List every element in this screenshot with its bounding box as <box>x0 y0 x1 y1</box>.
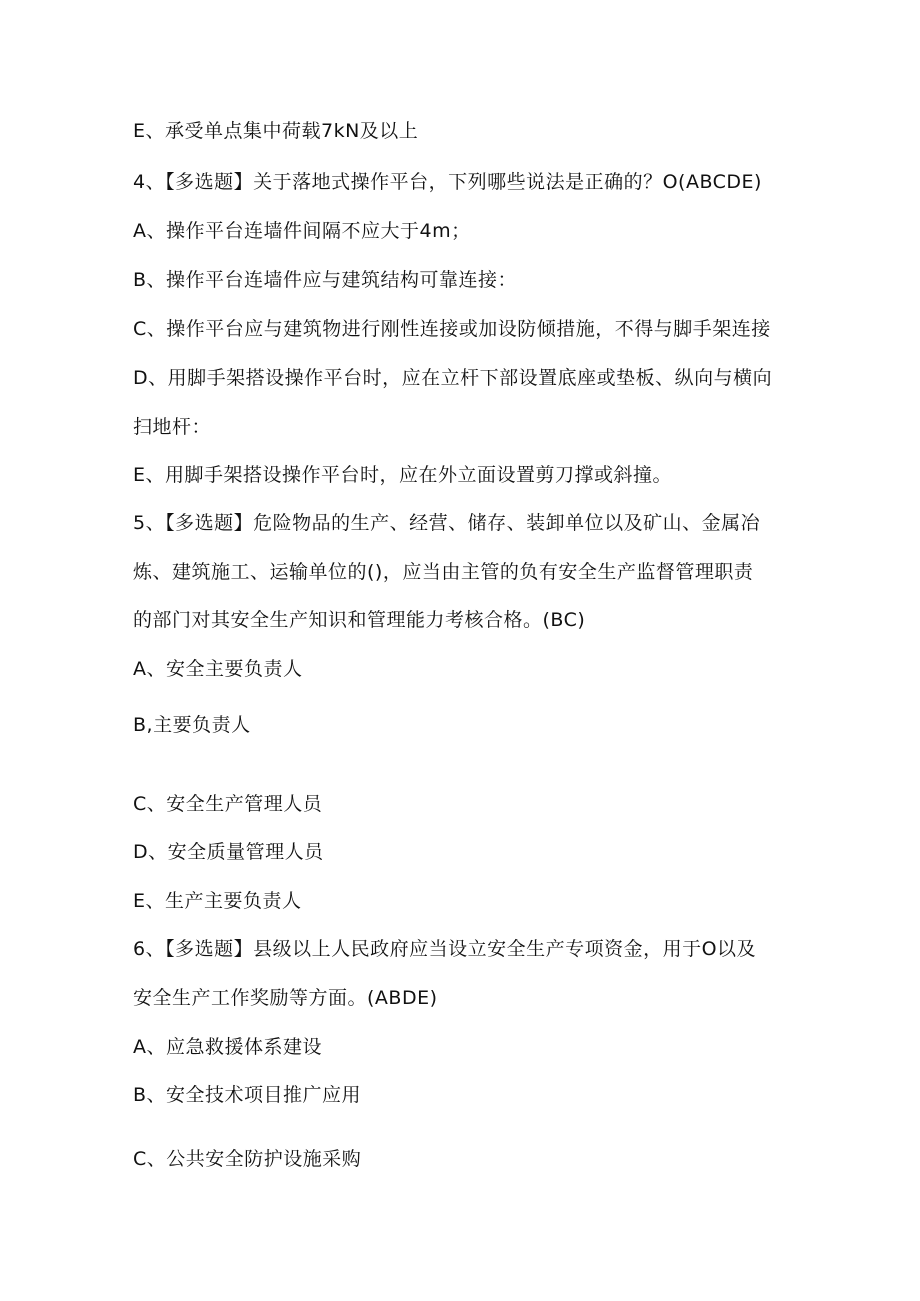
q4-option-a: A、操作平台连墙件间隔不应大于4m； <box>133 220 471 242</box>
q4-question: 4、【多选题】关于落地式操作平台，下列哪些说法是正确的？O(ABCDE) <box>133 171 762 193</box>
q5-question-line-3: 的部门对其安全生产知识和管理能力考核合格。(BC) <box>133 609 586 631</box>
q6-option-a: A、应急救援体系建设 <box>133 1036 322 1058</box>
q6-question-line-1: 6、【多选题】县级以上人民政府应当设立安全生产专项资金，用于O以及 <box>133 938 757 960</box>
q5-question-line-1: 5、【多选题】危险物品的生产、经营、储存、装卸单位以及矿山、金属冶 <box>133 512 761 534</box>
q6-option-c: C、公共安全防护设施采购 <box>133 1148 362 1170</box>
q5-question-line-2: 炼、建筑施工、运输单位的()，应当由主管的负有安全生产监督管理职责 <box>133 561 754 583</box>
q5-option-b: B,主要负责人 <box>133 714 251 736</box>
q4-option-d-continued: 扫地杆： <box>133 416 212 438</box>
q5-option-e: E、生产主要负责人 <box>133 890 302 912</box>
q4-option-d: D、用脚手架搭设操作平台时，应在立杆下部设置底座或垫板、纵向与横向 <box>133 367 773 389</box>
q4-option-e: E、用脚手架搭设操作平台时，应在外立面设置剪刀撑或斜撞。 <box>133 464 673 486</box>
q6-question-line-2: 安全生产工作奖励等方面。(ABDE) <box>133 987 438 1009</box>
q3-option-e: E、承受单点集中荷载7kN及以上 <box>133 120 419 142</box>
q5-option-a: A、安全主要负责人 <box>133 658 303 680</box>
q5-option-d: D、安全质量管理人员 <box>133 841 324 863</box>
q6-option-b: B、安全技术项目推广应用 <box>133 1084 362 1106</box>
q5-option-c: C、安全生产管理人员 <box>133 793 323 815</box>
q4-option-c: C、操作平台应与建筑物进行刚性连接或加设防倾措施，不得与脚手架连接 <box>133 318 771 340</box>
q4-option-b: B、操作平台连墙件应与建筑结构可靠连接： <box>133 269 518 291</box>
